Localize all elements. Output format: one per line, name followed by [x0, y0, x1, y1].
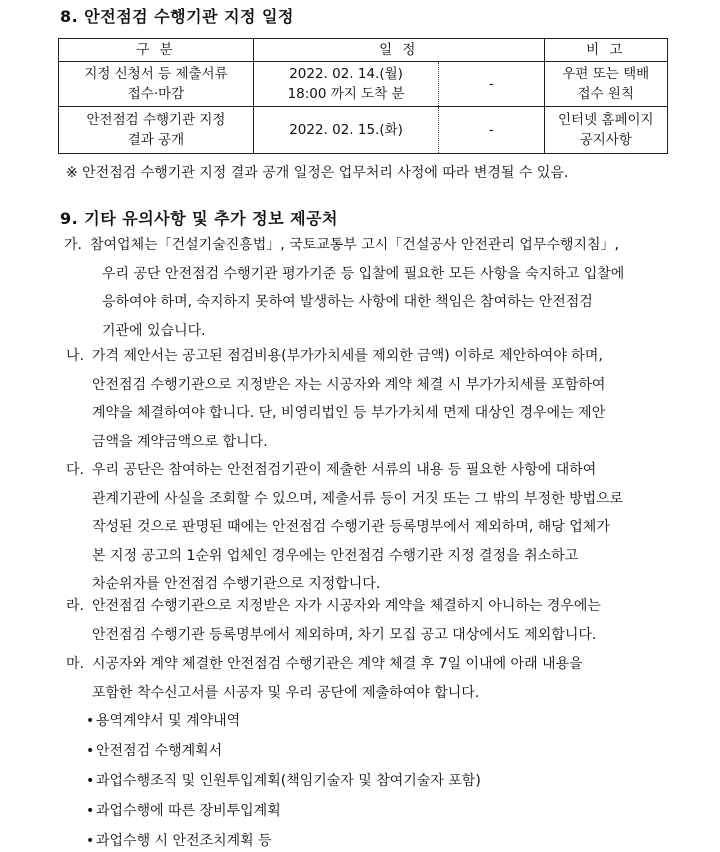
list-item — [66, 456, 623, 599]
item-line: 작성된 것으로 판명된 때에는 안전점검 수행기관 등록명부에서 제외하며, 해당 업체가 — [92, 519, 610, 535]
bullet-icon: • — [86, 743, 95, 759]
remark-line: 접수 원칙 — [577, 86, 635, 102]
item-marker: 라. — [66, 598, 84, 614]
bullet-text: 과업수행에 따른 장비투입계획 — [96, 803, 281, 819]
item-line: 본 지정 공고의 1순위 업체인 경우에는 안전점검 수행기관 지정 결정을 취소하고 — [92, 547, 579, 564]
item-marker: 마. — [66, 656, 84, 672]
item-marker: 나. — [66, 348, 84, 364]
item-line: 참여업체는「건설기술진흥법」, 국토교통부 고시「건설공사 안전관리 업무수행지침」, — [90, 237, 619, 253]
row-dash-cell: - — [439, 62, 544, 107]
table-row — [59, 62, 668, 107]
bullet-icon: • — [86, 833, 95, 849]
list-item — [66, 342, 605, 456]
bullet-text: 과업수행조직 및 인원투입계획(책임기술자 및 참여기술자 포함) — [96, 773, 481, 789]
remark-line: 우편 또는 택배 — [562, 66, 650, 82]
schedule-line: 2022. 02. 15.(화) — [289, 122, 403, 138]
header-schedule: 일 정 — [253, 39, 544, 62]
item-line: 관계기관에 사실을 조회할 수 있으며, 제출서류 등이 거짓 또는 그 밖의 부정한 방법으로 — [92, 490, 624, 507]
item-line: 가격 제안서는 공고된 점검비용(부가가치세를 제외한 금액) 이하로 제안하여야 하며, — [92, 348, 603, 364]
bullet-item — [86, 770, 481, 790]
remark-line: 공지사항 — [579, 132, 632, 148]
schedule-line: 18:00 까지 도착 분 — [287, 86, 405, 102]
section-9-title: 9. 기타 유의사항 및 추가 정보 제공처 — [60, 209, 339, 228]
bullet-item — [86, 800, 281, 820]
item-line: 차순위자를 안전점검 수행기관으로 지정합니다. — [92, 576, 381, 592]
remark-line: 인터넷 홈페이지 — [558, 112, 654, 128]
bullet-icon: • — [86, 803, 95, 819]
row-dash-cell: - — [439, 107, 544, 154]
item-line: 안전점검 수행기관 등록명부에서 제외하며, 차기 모집 공고 대상에서도 제외합니다. — [92, 626, 597, 643]
table-row — [59, 107, 668, 154]
item-marker: 가. — [64, 237, 82, 253]
list-item — [66, 592, 601, 649]
bullet-text: 안전점검 수행계획서 — [96, 743, 223, 759]
row-category-cell — [59, 62, 254, 107]
item-line: 금액을 계약금액으로 합니다. — [92, 433, 268, 450]
schedule-note: ※ 안전점검 수행기관 지정 결과 공개 일정은 업무처리 사정에 따라 변경될 수 있음. — [66, 165, 569, 181]
bullet-icon: • — [86, 773, 95, 789]
row-schedule-cell — [253, 107, 438, 154]
category-line: 접수·마감 — [127, 86, 185, 102]
item-line: 포함한 착수신고서를 시공자 및 우리 공단에 제출하여야 합니다. — [92, 684, 480, 701]
list-item — [64, 231, 624, 345]
list-item — [66, 650, 583, 707]
item-line: 시공자와 계약 체결한 안전점검 수행기관은 계약 체결 후 7일 이내에 아래 내용을 — [92, 656, 583, 672]
item-line: 응하여야 하며, 숙지하지 못하여 발생하는 사항에 대한 책임은 참여하는 안전점검 — [102, 294, 593, 310]
header-remark: 비 고 — [544, 39, 667, 62]
bullet-icon: • — [86, 713, 95, 729]
category-line: 지정 신청서 등 제출서류 — [84, 66, 228, 82]
bullet-item — [86, 830, 272, 850]
row-schedule-cell — [253, 62, 438, 107]
bullet-item — [86, 740, 222, 760]
item-line: 기관에 있습니다. — [102, 322, 206, 339]
bullet-item — [86, 710, 240, 730]
category-line: 안전점검 수행기관 지정 — [86, 112, 226, 128]
row-remark-cell — [544, 107, 667, 154]
category-line: 결과 공개 — [127, 132, 185, 148]
item-line: 우리 공단 안전점검 수행기관 평가기준 등 입찰에 필요한 모든 사항을 숙지하고 입찰에 — [102, 265, 625, 282]
schedule-line: 2022. 02. 14.(월) — [289, 66, 403, 82]
row-category-cell — [59, 107, 254, 154]
item-line: 계약을 체결하여야 합니다. 단, 비영리법인 등 부가가치세 면제 대상인 경우에는 제안 — [92, 405, 606, 421]
table-header-row — [59, 39, 668, 62]
row-remark-cell — [544, 62, 667, 107]
bullet-text: 과업수행 시 안전조치계획 등 — [96, 833, 272, 849]
item-line: 안전점검 수행기관으로 지정받은 자가 시공자와 계약을 체결하지 아니하는 경우에는 — [92, 598, 601, 614]
schedule-table — [58, 38, 668, 154]
item-line: 우리 공단은 참여하는 안전점검기관이 제출한 서류의 내용 등 필요한 사항에 대하여 — [92, 462, 597, 478]
header-category: 구 분 — [59, 39, 254, 62]
bullet-text: 용역계약서 및 계약내역 — [96, 713, 241, 729]
item-line: 안전점검 수행기관으로 지정받은 자는 시공자와 계약 체결 시 부가가치세를 포함하여 — [92, 376, 606, 393]
item-marker: 다. — [66, 462, 84, 478]
section-8-title: 8. 안전점검 수행기관 지정 일정 — [60, 7, 294, 26]
